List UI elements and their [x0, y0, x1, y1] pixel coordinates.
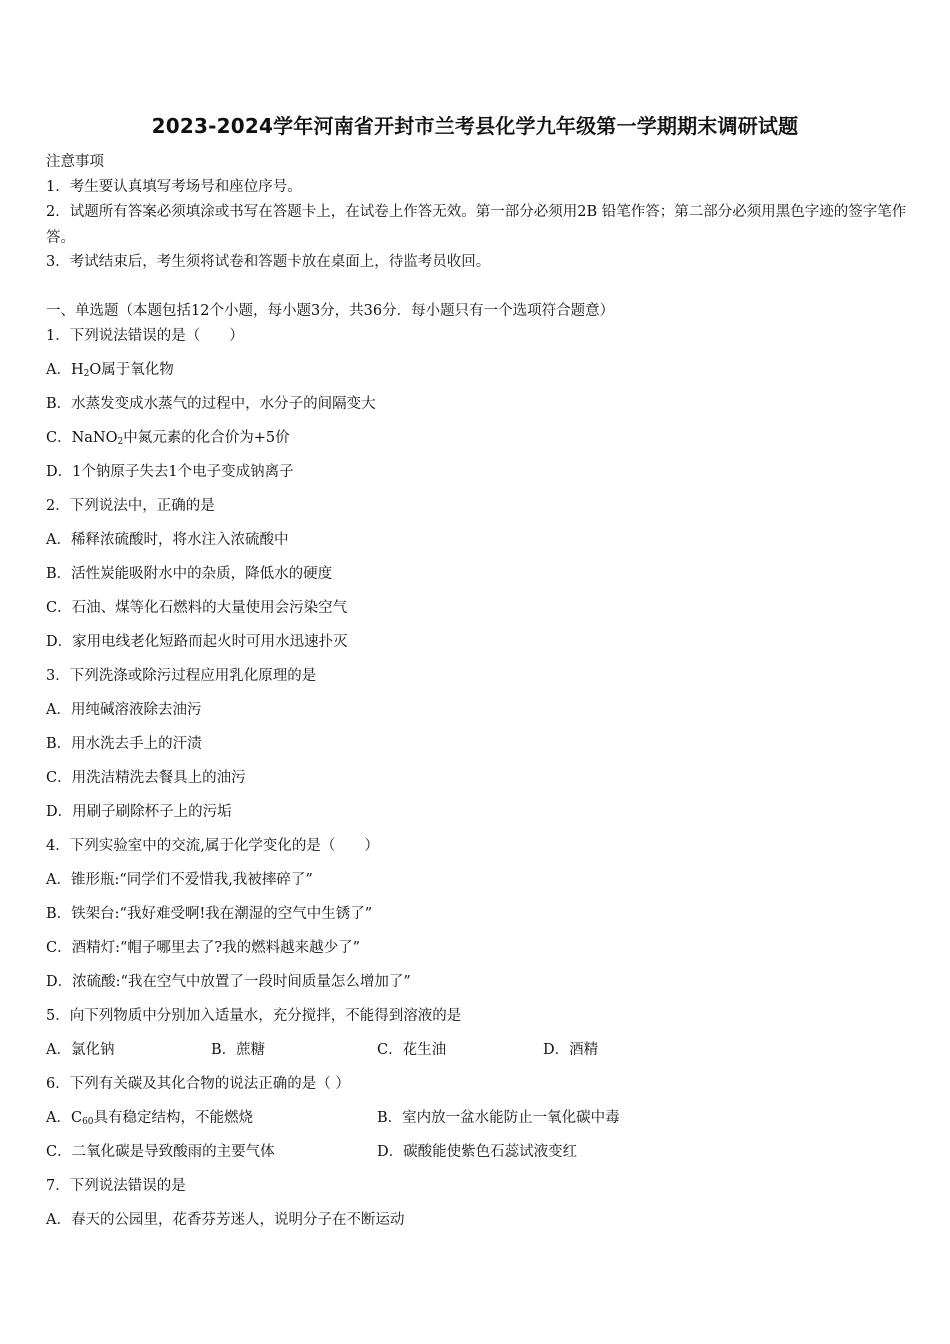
option-text: O属于氧化物	[89, 362, 174, 378]
question-7-stem: 7．下列说法错误的是	[46, 1178, 186, 1194]
question-4-option-b: B．铁架台:“我好难受啊!我在潮湿的空气中生锈了”	[46, 906, 373, 922]
option-text: 中氮元素的化合价为+5价	[123, 430, 290, 446]
question-6-stem: 6．下列有关碳及其化合物的说法正确的是（ ）	[46, 1076, 350, 1092]
question-2-option-d: D．家用电线老化短路而起火时可用水迅速扑灭	[46, 634, 348, 650]
page-title: 2023-2024学年河南省开封市兰考县化学九年级第一学期期末调研试题	[151, 114, 799, 138]
question-4-option-d: D．浓硫酸:“我在空气中放置了一段时间质量怎么增加了”	[46, 974, 411, 990]
question-1-option-c	[46, 428, 290, 452]
question-5-option-c: C．花生油	[377, 1042, 447, 1058]
question-1-stem: 1．下列说法错误的是（ ）	[46, 328, 244, 344]
question-1-option-d: D．1个钠原子失去1个电子变成钠离子	[46, 464, 294, 480]
notice-item-1: 1．考生要认真填写考场号和座位序号。	[46, 179, 302, 195]
question-3-option-c: C．用洗洁精洗去餐具上的油污	[46, 770, 246, 786]
question-3-option-b: B．用水洗去手上的汗渍	[46, 736, 202, 752]
option-text: A．H	[46, 362, 84, 378]
notice-heading: 注意事项	[46, 154, 104, 170]
question-4-stem: 4．下列实验室中的交流,属于化学变化的是（ ）	[46, 838, 379, 854]
option-text: A．C	[46, 1110, 83, 1126]
question-4-option-c: C．酒精灯:“帽子哪里去了?我的燃料越来越少了”	[46, 940, 361, 956]
question-3-option-a: A．用纯碱溶液除去油污	[46, 702, 202, 718]
option-text: C．NaNO	[46, 430, 118, 446]
subscript: 2	[117, 437, 124, 447]
notice-item-3: 3．考试结束后，考生须将试卷和答题卡放在桌面上，待监考员收回。	[46, 254, 491, 270]
section-heading: 一、单选题（本题包括12个小题，每小题3分，共36分．每小题只有一个选项符合题意）	[46, 303, 615, 319]
question-4-option-a: A．锥形瓶:“同学们不爱惜我,我被摔碎了”	[46, 872, 313, 888]
subscript: 2	[83, 369, 90, 379]
subscript: 60	[82, 1117, 94, 1127]
question-5-option-b: B．蔗糖	[211, 1042, 266, 1058]
question-5-option-a: A．氯化钠	[46, 1042, 115, 1058]
question-3-stem: 3．下列洗涤或除污过程应用乳化原理的是	[46, 668, 317, 684]
question-2-option-b: B．活性炭能吸附水中的杂质，降低水的硬度	[46, 566, 333, 582]
question-7-option-a: A．春天的公园里，花香芬芳迷人，说明分子在不断运动	[46, 1212, 405, 1228]
question-6-option-c: C．二氧化碳是导致酸雨的主要气体	[46, 1144, 275, 1160]
question-2-option-a: A．稀释浓硫酸时，将水注入浓硫酸中	[46, 532, 289, 548]
question-6-option-d: D．碳酸能使紫色石蕊试液变红	[377, 1144, 578, 1160]
question-1-option-b: B．水蒸发变成水蒸气的过程中，水分子的间隔变大	[46, 396, 376, 412]
question-6-option-b: B．室内放一盆水能防止一氧化碳中毒	[377, 1110, 620, 1126]
question-2-stem: 2．下列说法中，正确的是	[46, 498, 215, 514]
question-2-option-c: C．石油、煤等化石燃料的大量使用会污染空气	[46, 600, 348, 616]
question-5-option-d: D．酒精	[543, 1042, 599, 1058]
question-3-option-d: D．用刷子刷除杯子上的污垢	[46, 804, 232, 820]
notice-item-2: 2．试题所有答案必须填涂或书写在答题卡上，在试卷上作答无效。第一部分必须用2B 铅笔作答；第二部分必须用黑色字迹的签字笔作答。	[46, 204, 907, 246]
question-6-option-a	[46, 1108, 253, 1132]
question-1-option-a	[46, 360, 174, 384]
option-text: 具有稳定结构，不能燃烧	[93, 1110, 254, 1126]
question-5-stem: 5．向下列物质中分别加入适量水，充分搅拌，不能得到溶液的是	[46, 1008, 462, 1024]
